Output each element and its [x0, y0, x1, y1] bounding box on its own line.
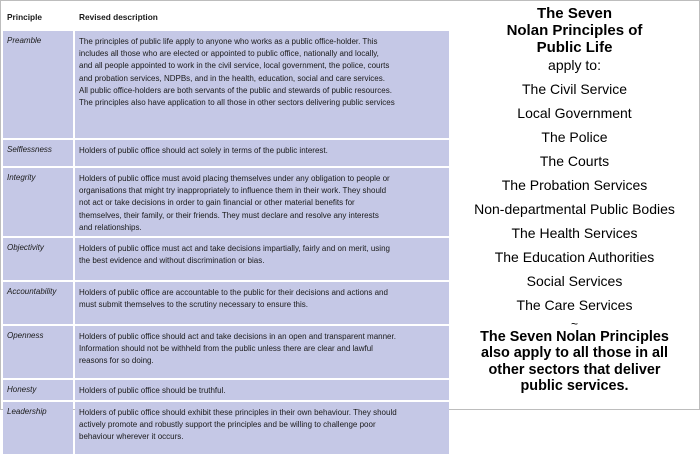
principle-description-preamble: The principles of public life apply to anyone who works as a public office-holder. This includes all those who are elected or appointed to public office, nationally and locally, and all people appointed to work in the civil service, local government, the police, courts and probation services, NDPBs, and in the health, education, social and care services. All public office-holders are both servants of the public and stewards of public resources. The principles also have application to all those in other sectors delivering public services [75, 31, 449, 138]
principle-description-leadership: Holders of public office should exhibit these principles in their own behaviour. They should actively promote and robustly support the principles and be willing to challenge poor behaviour wherever it occurs. [75, 402, 449, 454]
service-item: The Education Authorities [494, 248, 655, 265]
principle-description-openness: Holders of public office should act and take decisions in an open and transparent manner. Information should not be withheld from the public unless there are clear and lawful reasons for so doing. [75, 326, 449, 378]
applies-to-panel [452, 5, 697, 395]
service-item: The Courts [539, 152, 610, 169]
service-item: The Police [541, 128, 608, 145]
service-item: The Civil Service [521, 80, 628, 97]
principle-label-preamble: Preamble [3, 31, 73, 138]
service-item: Local Government [517, 104, 632, 121]
principle-description-selflessness: Holders of public office should act solely in terms of the public interest. [75, 140, 449, 166]
principle-label-objectivity: Objectivity [3, 238, 73, 280]
principle-label-honesty: Honesty [3, 380, 73, 400]
service-item: Non-departmental Public Bodies [474, 200, 675, 217]
principle-label-integrity: Integrity [3, 168, 73, 236]
principle-description-objectivity: Holders of public office must act and take decisions impartially, fairly and on merit, using the best evidence and without discrimination or bias. [75, 238, 449, 280]
panel-footer: The Seven Nolan Principles also apply to all those in all other sectors that deliver public services. [480, 328, 669, 395]
service-item: The Health Services [511, 224, 638, 241]
panel-title: The Seven Nolan Principles of Public Life [506, 5, 643, 57]
description-column-header: Revised description [75, 3, 449, 29]
service-item: The Probation Services [501, 176, 648, 193]
principle-label-leadership: Leadership [3, 402, 73, 454]
principle-label-selflessness: Selflessness [3, 140, 73, 166]
principle-label-accountability: Accountability [3, 282, 73, 324]
principles-table [3, 3, 449, 442]
principle-label-openness: Openness [3, 326, 73, 378]
separator-tilde: ~ [570, 316, 578, 331]
service-item: Social Services [526, 272, 623, 289]
principle-description-accountability: Holders of public office are accountable to the public for their decisions and actions and must submit themselves to the scrutiny necessary to ensure this. [75, 282, 449, 324]
service-item: The Care Services [516, 296, 633, 313]
apply-to-label: apply to: [548, 56, 601, 73]
principle-description-honesty: Holders of public office should be truthful. [75, 380, 449, 400]
principle-description-integrity: Holders of public office must avoid placing themselves under any obligation to people or organisations that might try inappropriately to influence them in their work. They should not act or take decisions in order to gain financial or other material benefits for themselves, their family, or their friends. They must declare and resolve any interests and relationships. [75, 168, 449, 236]
principle-column-header: Principle [3, 3, 73, 29]
